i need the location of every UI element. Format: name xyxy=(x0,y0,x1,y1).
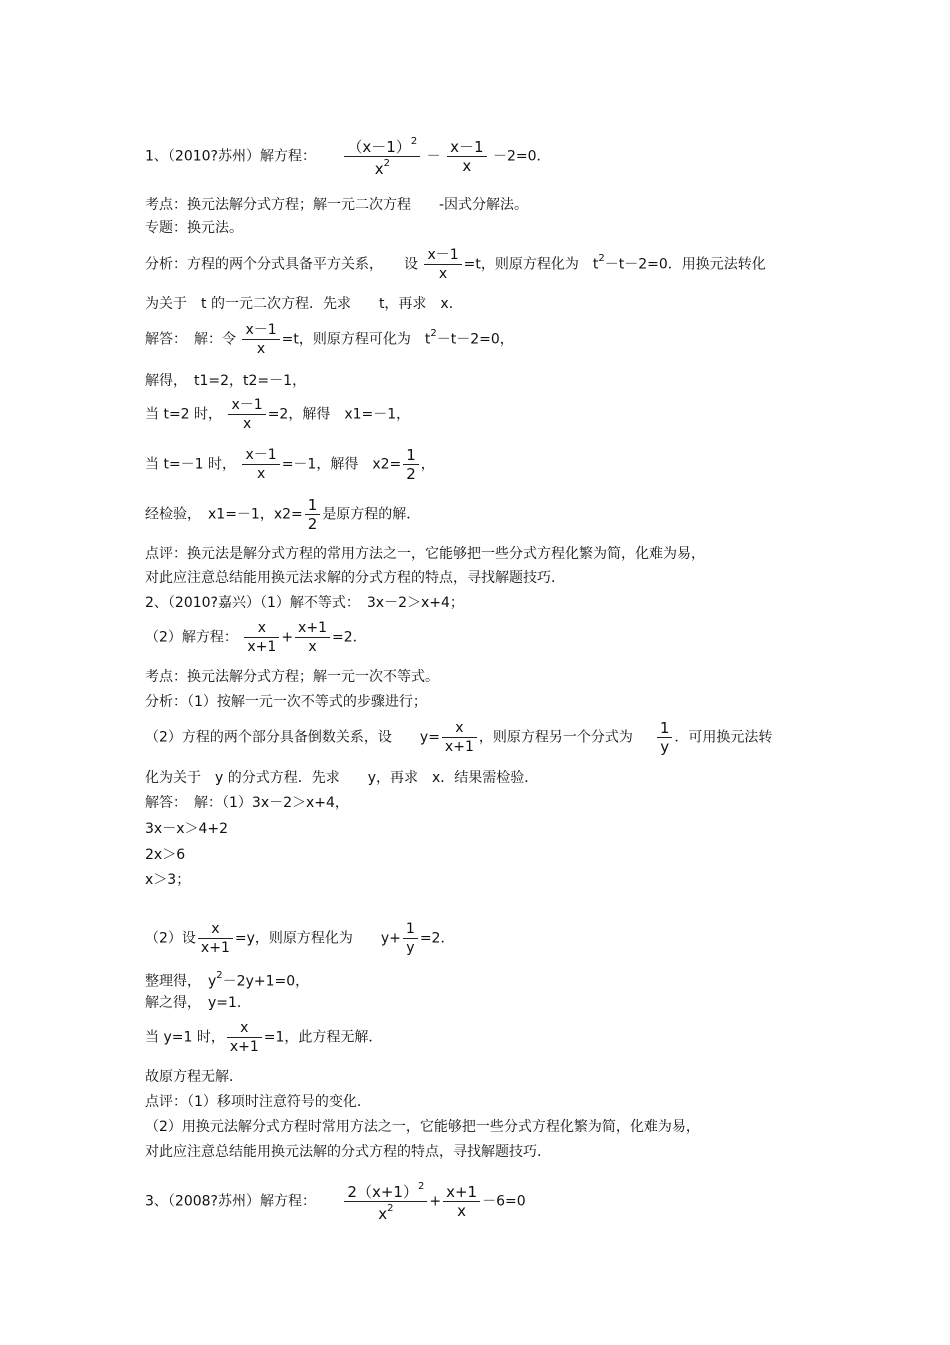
fraction: $\frac{1}{2}$ xyxy=(403,446,419,483)
problem-2-answer-1: 解答： 解：（1）3x－2＞x+4， xyxy=(145,795,349,811)
fraction: $\frac{x-1}{x}$ xyxy=(228,396,265,433)
problem-2-answer-3: 2x＞6 xyxy=(145,847,186,863)
fraction: $\frac{x}{x+1}$ xyxy=(244,619,279,656)
problem-1-kaodian: 考点：换元法解分式方程；解一元二次方程 -因式分解法。 xyxy=(145,197,529,213)
problem-1-answer-line-1: 解答： 解：令 $\frac{x-1}{x}$ =t，则原方程可化为 $t^2-t-2=0$， xyxy=(145,322,514,357)
problem-2-answer-5: （2）设 $\frac{x}{x+1}$ =y，则原方程化为 y+ $\frac{1}{y}$ =2． xyxy=(145,921,455,956)
problem-1-answer-line-2: 解得， t1=2，t2=－1， xyxy=(145,373,307,389)
problem-1-title: 1、（2010?苏州）解方程： xyxy=(145,148,316,165)
problem-1-answer-line-4: 当 t=－1 时， $\frac{x-1}{x}$ =－1，解得 x2= $\frac{1}{2}$ ， xyxy=(145,446,435,483)
fraction: $\frac{x-1}{x}$ xyxy=(242,321,279,358)
problem-1-answer-line-3: 当 t=2 时， $\frac{x-1}{x}$ =2，解得 x1=－1， xyxy=(145,397,411,432)
problem-2-answer-2: 3x－x＞4+2 xyxy=(145,821,229,837)
fraction: $\frac{(x-1)^2}{x^2}$ xyxy=(344,135,420,178)
fraction: $\frac{x}{x+1}$ xyxy=(227,1019,262,1056)
fraction: $\frac{1}{y}$ xyxy=(403,920,418,957)
fraction: $\frac{1}{y}$ xyxy=(657,719,673,756)
problem-2-question-2: （2）解方程： $\frac{x}{x+1}$ + $\frac{x+1}{x}$ =2． xyxy=(145,620,367,655)
problem-3-title: 3、（2008?苏州）解方程： xyxy=(145,1193,316,1210)
problem-1-zhuanti: 专题：换元法。 xyxy=(145,220,243,236)
problem-1-answer-line-5: 经检验， x1=－1，x2= $\frac{1}{2}$ 是原方程的解． xyxy=(145,496,421,533)
problem-2-answer-6: 整理得， $y^2-2y+1=0$， xyxy=(145,970,310,990)
fraction: $\frac{1}{2}$ xyxy=(305,496,321,533)
problem-1-comment-1: 点评：换元法是解分式方程的常用方法之一，它能够把一些分式方程化繁为简，化难为易， xyxy=(145,546,705,562)
problem-1-analysis-line-1: 分析：方程的两个分式具备平方关系， 设 $\frac{x-1}{x}$ =t，则原方程化为 $t^2-t-2=0$．用换元法转化 xyxy=(145,247,766,282)
problem-3-title-line: 3、（2008?苏州）解方程： $\frac{2(x+1)^2}{x^2}$ + $\frac{x+1}{x}$ －6=0 xyxy=(145,1181,526,1223)
problem-2-answer-7: 解之得， y=1． xyxy=(145,995,251,1011)
problem-2-title: 2、（2010?嘉兴）（1）解不等式： 3x－2＞x+4； xyxy=(145,595,464,611)
problem-2-comment-1: 点评：（1）移项时注意符号的变化． xyxy=(145,1094,371,1110)
problem-2-answer-9: 故原方程无解． xyxy=(145,1069,243,1085)
problem-1-comment-2: 对此应注意总结能用换元法求解的分式方程的特点，寻找解题技巧． xyxy=(145,570,565,586)
problem-1-analysis-line-2: 为关于 t 的一元二次方程．先求 t，再求 x． xyxy=(145,296,463,312)
fraction: $\frac{x+1}{x}$ xyxy=(443,1183,480,1220)
fraction: $\frac{x-1}{x}$ xyxy=(242,446,279,483)
problem-2-analysis-1: 分析：（1）按解一元一次不等式的步骤进行； xyxy=(145,694,427,710)
fraction: $\frac{x-1}{x}$ xyxy=(447,138,486,175)
fraction: $\frac{x}{x+1}$ xyxy=(198,920,233,957)
fraction: $\frac{x+1}{x}$ xyxy=(295,619,330,656)
problem-1-title-line: 1、（2010?苏州）解方程： $\frac{(x-1)^2}{x^2}$ － $\frac{x-1}{x}$ －2=0． xyxy=(145,136,551,178)
problem-2-comment-2: （2）用换元法解分式方程时常用方法之一，它能够把一些分式方程化繁为简，化难为易， xyxy=(145,1119,700,1135)
problem-2-answer-8: 当 y=1 时， $\frac{x}{x+1}$ =1，此方程无解． xyxy=(145,1020,383,1055)
problem-2-analysis-3: 化为关于 y 的分式方程．先求 y，再求 x．结果需检验． xyxy=(145,770,539,786)
problem-2-comment-3: 对此应注意总结能用换元法解的分式方程的特点，寻找解题技巧． xyxy=(145,1144,551,1160)
fraction: $\frac{x}{x+1}$ xyxy=(442,719,477,756)
fraction: $\frac{x-1}{x}$ xyxy=(424,246,461,283)
problem-2-answer-4: x＞3； xyxy=(145,872,191,888)
fraction: $\frac{2(x+1)^2}{x^2}$ xyxy=(344,1180,427,1223)
problem-2-kaodian: 考点：换元法解分式方程；解一元一次不等式。 xyxy=(145,669,439,685)
problem-2-analysis-2: （2）方程的两个部分具备倒数关系，设 y= $\frac{x}{x+1}$ ，则原方程另一个分式为 $\frac{1}{y}$ ．可用换元法转 xyxy=(145,719,773,756)
